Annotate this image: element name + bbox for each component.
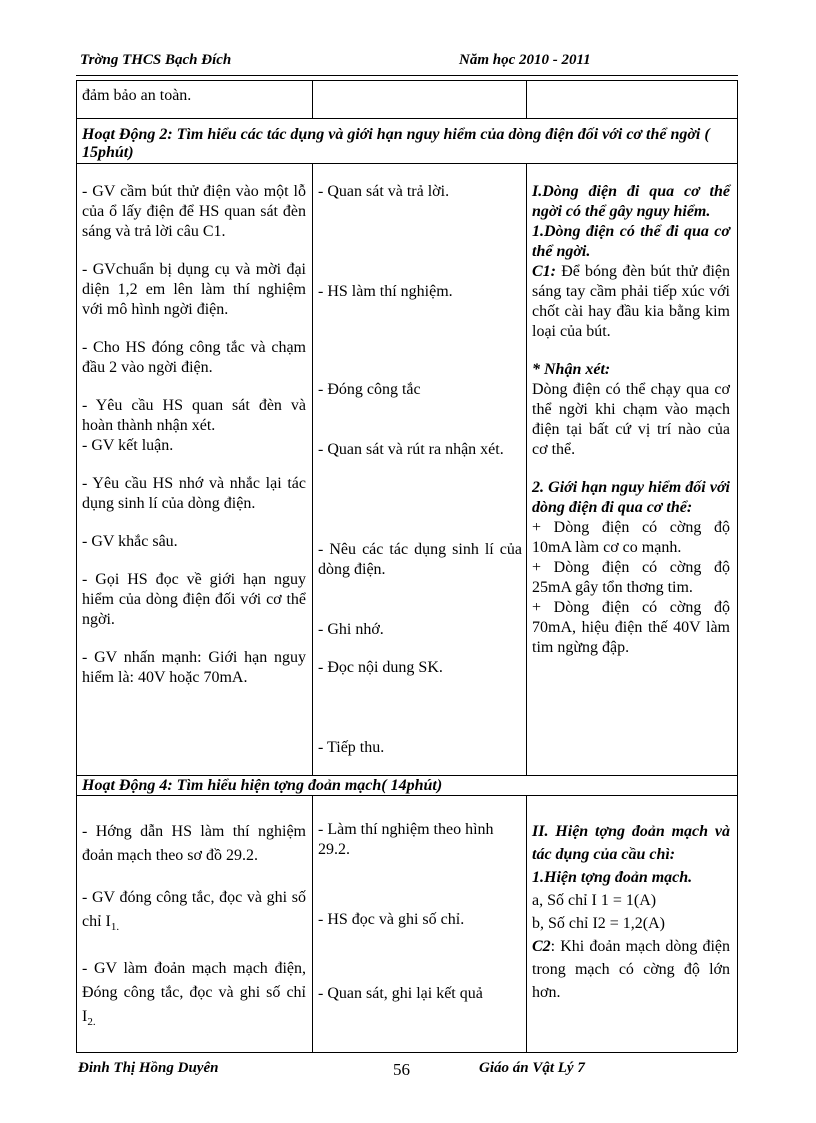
row-divider — [76, 163, 737, 164]
content-heading: 1.Hiện tợng đoản mạch. — [532, 869, 693, 886]
answer-text: Để bóng đèn bút thử điện sáng tay cầm phải tiếp xúc với chốt cài hay đầu kia bằng kim loại của bút. — [532, 263, 730, 340]
content-heading: I.Dòng điện đi qua cơ thể ngời có thể gây nguy hiểm. — [532, 183, 730, 220]
table-cell — [82, 86, 308, 106]
answer-c1 — [532, 262, 730, 342]
student-activity: - Tiếp thu. — [318, 739, 385, 756]
student-activity: - Ghi nhớ. — [318, 621, 384, 638]
content-column — [532, 182, 730, 658]
school-year: Năm học 2010 - 2011 — [459, 52, 591, 68]
student-activity: - Đóng công tắc — [318, 381, 421, 398]
teacher-activity: - Hớng dẫn HS làm thí nghiệm đoản mạch theo sơ đồ 29.2. — [82, 823, 306, 864]
content-column — [532, 820, 730, 1004]
subject-title: Giáo án Vật Lý 7 — [479, 1060, 585, 1076]
answer-label: C2 — [532, 938, 551, 955]
list-item: + Dòng điện có cờng độ 25mA gây tổn thơng tim. — [532, 559, 730, 596]
content-heading: 1.Dòng điện có thể đi qua cơ thể ngời. — [532, 223, 730, 260]
header-rule — [76, 75, 738, 76]
teacher-activity: - Gọi HS đọc về giới hạn nguy hiểm của dòng điện đối với cơ thể ngời. — [82, 571, 306, 628]
measurement-b: b, Số chỉ I2 = 1,2(A) — [532, 915, 666, 932]
student-activity: - Quan sát và rút ra nhận xét. — [318, 441, 504, 458]
teacher-activity: đảm bảo an toàn. — [82, 87, 192, 104]
student-activity: - Quan sát và trả lời. — [318, 183, 450, 200]
table-left-border — [76, 80, 77, 1052]
page-header — [76, 52, 736, 74]
remark-text: Dòng điện có thể chạy qua cơ thể ngời khi chạm vào mạch điện tại bất cứ vị trí nào của cơ thể. — [532, 381, 730, 458]
subscript: 1. — [110, 921, 120, 934]
row-divider — [76, 795, 737, 796]
list-item: + Dòng điện có cờng độ 10mA làm cơ co mạnh. — [532, 519, 730, 556]
page-number: 56 — [393, 1060, 410, 1079]
teacher-activity: - Cho HS đóng công tắc và chạm đầu 2 vào ngời điện. — [82, 339, 306, 376]
teacher-activity: - GV nhấn mạnh: Giới hạn nguy hiểm là: 40V hoặc 70mA. — [82, 649, 306, 686]
content-heading: 2. Giới hạn nguy hiểm đối với dòng điện đi qua cơ thể: — [532, 479, 730, 516]
teacher-activity: - GV cầm bút thử điện vào một lỗ của ổ lấy điện để HS quan sát đèn sáng và trả lời câu C1. — [82, 183, 306, 240]
student-activity: - Đọc nội dung SK. — [318, 659, 443, 676]
teacher-column — [82, 820, 306, 1034]
subscript: 2. — [87, 1016, 96, 1029]
table-top-border — [76, 80, 737, 81]
teacher-column — [82, 182, 306, 688]
table-right-border — [737, 80, 738, 1052]
student-activity: - HS làm thí nghiệm. — [318, 283, 453, 300]
student-activity: - Nêu các tác dụng sinh lí của dòng điện. — [318, 541, 522, 578]
student-activity: - HS đọc và ghi số chỉ. — [318, 911, 465, 928]
content-heading: II. Hiện tợng đoản mạch và tác dụng của cầu chì: — [532, 823, 730, 863]
column-divider — [312, 795, 313, 1052]
row-divider — [76, 118, 737, 119]
answer-c2 — [532, 935, 730, 1004]
teacher-activity: - GV đóng công tắc, đọc và ghi số chỉ $I_{1.}$ — [82, 889, 306, 934]
list-item: + Dòng điện có cờng độ 70mA, hiệu điện thế 40V làm tim ngừng đập. — [532, 599, 730, 656]
school-name: Trờng THCS Bạch Đích — [80, 52, 232, 68]
teacher-activity: - GVchuẩn bị dụng cụ và mời đại diện 1,2 em lên làm thí nghiệm với mô hình ngời điện. — [82, 261, 306, 318]
column-divider — [526, 163, 527, 775]
row-divider — [76, 775, 737, 776]
student-activity: - Làm thí nghiệm theo hình 29.2. — [318, 821, 494, 858]
author-name: Đinh Thị Hồng Duyên — [78, 1060, 219, 1076]
teacher-activity: - GV kết luận. — [82, 437, 174, 454]
teacher-activity: - GV làm đoản mạch mạch điện, Đóng công tắc, đọc và ghi số chỉ $I_{2.}$ — [82, 960, 306, 1029]
column-divider — [312, 80, 313, 118]
answer-text: : Khi đoản mạch dòng điện trong mạch có cờng độ lớn hơn. — [532, 938, 730, 1001]
teacher-activity: - Yêu cầu HS quan sát đèn và hoàn thành nhận xét. — [82, 397, 306, 434]
page-footer — [76, 1060, 736, 1080]
section-heading: Hoạt Động 2: Tìm hiểu các tác dụng và giới hạn nguy hiểm của dòng điện đối với cơ thể ngời ( 15phút) — [82, 126, 710, 161]
column-divider — [526, 80, 527, 118]
answer-label: C1: — [532, 263, 556, 280]
section-heading: Hoạt Động 4: Tìm hiểu hiện tợng đoản mạch( 14phút) — [82, 777, 443, 794]
remark-label: * Nhận xét: — [532, 361, 611, 378]
measurement-a: a, Số chỉ I 1 = 1(A) — [532, 892, 657, 909]
teacher-activity: - GV khắc sâu. — [82, 533, 178, 550]
table-bottom-border — [76, 1052, 737, 1053]
column-divider — [312, 163, 313, 775]
teacher-activity: - Yêu cầu HS nhớ và nhắc lại tác dụng sinh lí của dòng điện. — [82, 475, 306, 512]
column-divider — [526, 795, 527, 1052]
student-activity: - Quan sát, ghi lại kết quả — [318, 985, 483, 1002]
